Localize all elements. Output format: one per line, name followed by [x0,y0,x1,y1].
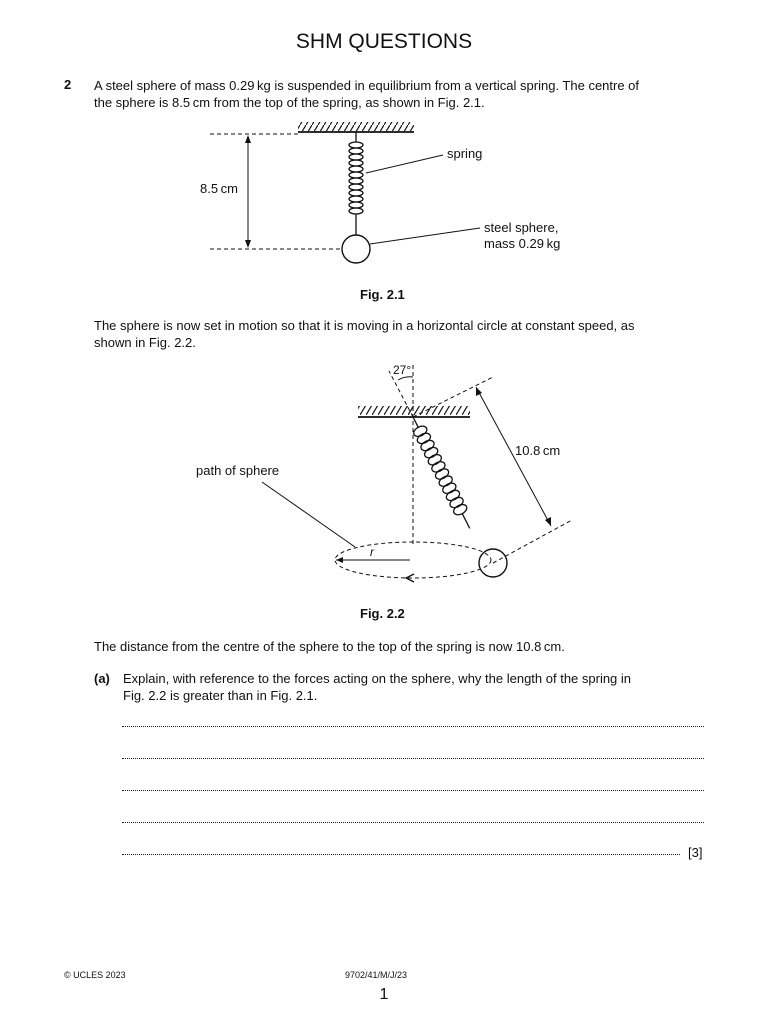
figure-2-2 [0,355,768,600]
fig2-angle-arc [398,377,413,380]
motion-line-2: shown in Fig. 2.2. [94,335,196,350]
fig1-arrowhead-top [245,135,251,143]
fig1-spring [349,132,363,235]
fig1-arrowhead-bottom [245,240,251,248]
footer-paper-code: 9702/41/M/J/23 [345,970,408,980]
part-a-marks: [3] [688,845,703,860]
answer-line-3[interactable] [122,786,704,791]
fig2-radius-label: r [370,545,374,559]
part-a-line-2: Fig. 2.2 is greater than in Fig. 2.1. [123,688,318,703]
fig2-radius-arrowhead [336,557,343,563]
fig2-angle-label: 27° [393,363,412,377]
fig1-spring-label: spring [447,146,483,161]
answer-line-2[interactable] [122,754,704,759]
fig2-ceiling-hatch [358,406,470,415]
answer-line-1[interactable] [122,722,704,727]
fig2-path-label: path of sphere [196,463,280,478]
motion-line-1: The sphere is now set in motion so that it is moving in a horizontal circle at constant speed, as [94,318,635,333]
question-number: 2 [64,77,72,92]
fig1-length-label: 8.5 cm [200,181,239,196]
page-title: SHM QUESTIONS [295,30,473,53]
intro-line-2: the sphere is 8.5 cm from the top of the spring, as shown in Fig. 2.1. [94,95,485,110]
fig1-sphere-label-2: mass 0.29 kg [484,236,561,251]
intro-line-1: A steel sphere of mass 0.29 kg is suspended in equilibrium from a vertical spring. The centre of [94,78,640,93]
fig1-ceiling-hatch [298,122,414,131]
part-a-line-1: Explain, with reference to the forces acting on the sphere, why the length of the spring in [123,671,632,686]
fig2-spring [407,414,476,532]
fig1-spring-leader [366,155,443,173]
distance-text: The distance from the centre of the sphere to the top of the spring is now 10.8 cm. [94,639,565,654]
fig2-path-leader [262,482,355,547]
fig1-sphere [342,235,370,263]
fig1-sphere-label-1: steel sphere, [484,220,559,235]
fig2-caption: Fig. 2.2 [360,606,405,621]
answer-line-4[interactable] [122,818,704,823]
answer-line-5[interactable] [122,850,680,855]
fig2-length-label: 10.8 cm [515,443,561,458]
part-a-label: (a) [94,671,110,686]
fig2-dim-arrow-top [476,387,482,396]
fig2-dim-arrow-bottom [545,517,551,526]
page-number: 1 [379,986,389,1003]
fig1-caption: Fig. 2.1 [360,287,405,302]
fig1-sphere-leader [370,228,480,244]
figure-2-1 [0,115,768,285]
footer-copyright: © UCLES 2023 [64,970,126,980]
